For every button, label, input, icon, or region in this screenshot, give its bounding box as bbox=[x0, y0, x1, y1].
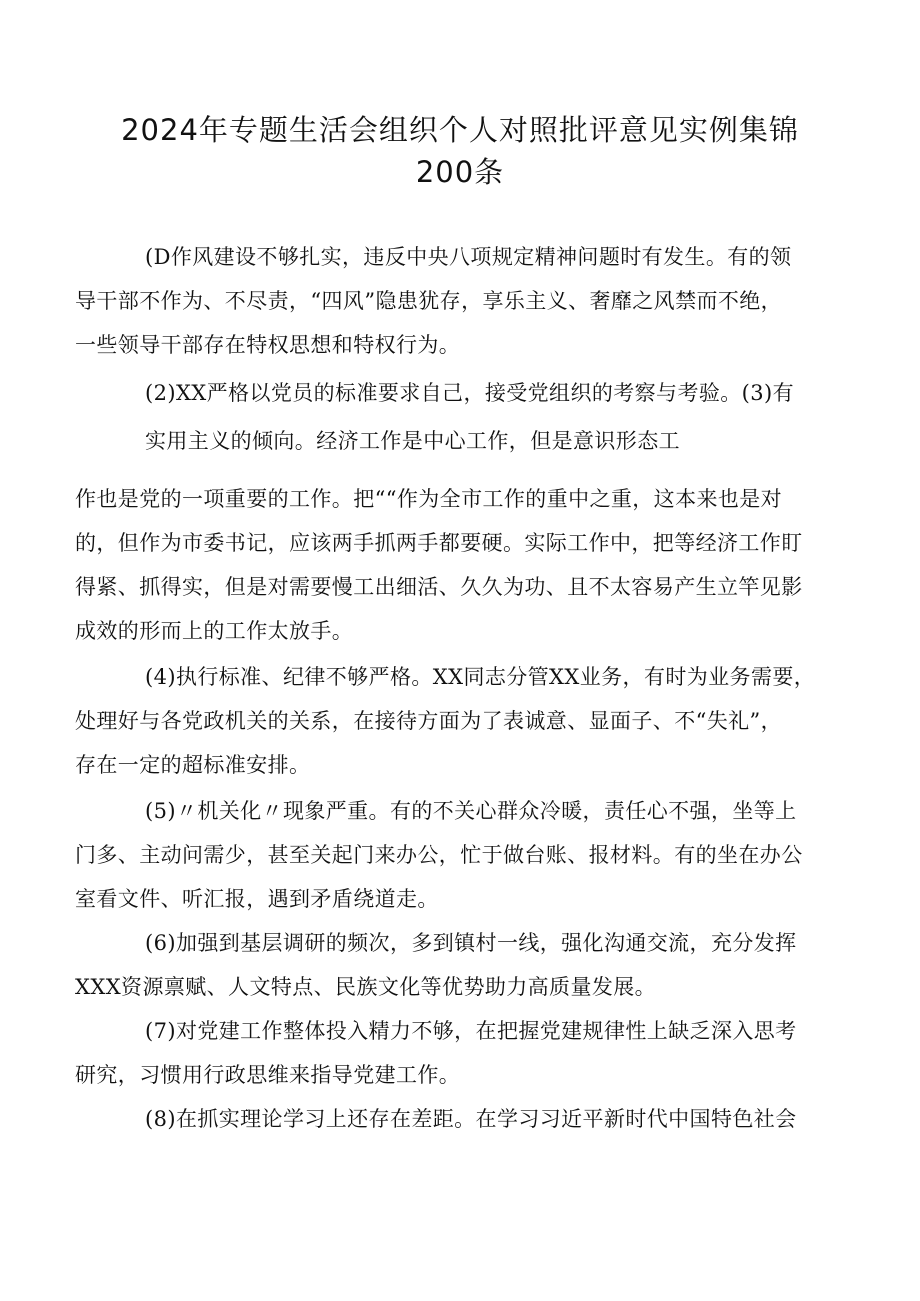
paragraph-5-line-2: 处理好与各党政机关的关系，在接待方面为了表诚意、显面子、不“失礼”， bbox=[75, 709, 783, 733]
paragraph-8-line-2: 研究，习惯用行政思维来指导党建工作。 bbox=[75, 1063, 461, 1087]
paragraph-7-line-2: XXX资源禀赋、人文特点、民族文化等优势助力高质量发展。 bbox=[75, 975, 657, 999]
paragraph-4-line-4: 成效的形而上的工作太放手。 bbox=[75, 619, 354, 643]
paragraph-6-line-3: 室看文件、听汇报，遇到矛盾绕道走。 bbox=[75, 887, 439, 911]
paragraph-5-line-3: 存在一定的超标准安排。 bbox=[75, 753, 311, 777]
paragraph-9-line-1: (8)在抓实理论学习上还存在差距。在学习习近平新时代中国特色社会 bbox=[145, 1107, 797, 1131]
paragraph-6-line-1: (5)〃机关化〃现象严重。有的不关心群众冷暖，责任心不强，坐等上 bbox=[145, 799, 797, 823]
paragraph-6-line-2: 门多、主动问需少，甚至关起门来办公，忙于做台账、报材料。有的坐在办公 bbox=[75, 843, 803, 867]
paragraph-3-line-1: 实用主义的倾向。经济工作是中心工作，但是意识形态工 bbox=[145, 429, 680, 453]
paragraph-4-line-1: 作也是党的一项重要的工作。把““作为全市工作的重中之重，这本来也是对 bbox=[75, 487, 783, 511]
paragraph-8-line-1: (7)对党建工作整体投入精力不够，在把握党建规律性上缺乏深入思考 bbox=[145, 1019, 797, 1043]
paragraph-1-line-1: (D作风建设不够扎实，违反中央八项规定精神问题时有发生。有的领 bbox=[145, 245, 792, 269]
document-title-line-1: 2024年专题生活会组织个人对照批评意见实例集锦 bbox=[121, 113, 799, 147]
paragraph-1-line-2: 导干部不作为、不尽责，“四风”隐患犹存，享乐主义、奢靡之风禁而不绝， bbox=[75, 289, 783, 313]
paragraph-5-line-1: (4)执行标准、纪律不够严格。XX同志分管XX业务，有时为业务需要， bbox=[145, 665, 816, 689]
paragraph-1-line-3: 一些领导干部存在特权思想和特权行为。 bbox=[75, 333, 461, 357]
paragraph-4-line-2: 的，但作为市委书记，应该两手抓两手都要硬。实际工作中，把等经济工作盯 bbox=[75, 531, 803, 555]
document-title-line-2: 200条 bbox=[415, 155, 505, 189]
paragraph-4-line-3: 得紧、抓得实，但是对需要慢工出细活、久久为功、且不太容易产生立竿见影 bbox=[75, 575, 803, 599]
paragraph-7-line-1: (6)加强到基层调研的频次，多到镇村一线，强化沟通交流，充分发挥 bbox=[145, 931, 797, 955]
paragraph-2-line-1: (2)XX严格以党员的标准要求自己，接受党组织的考察与考验。(3)有 bbox=[145, 381, 794, 405]
